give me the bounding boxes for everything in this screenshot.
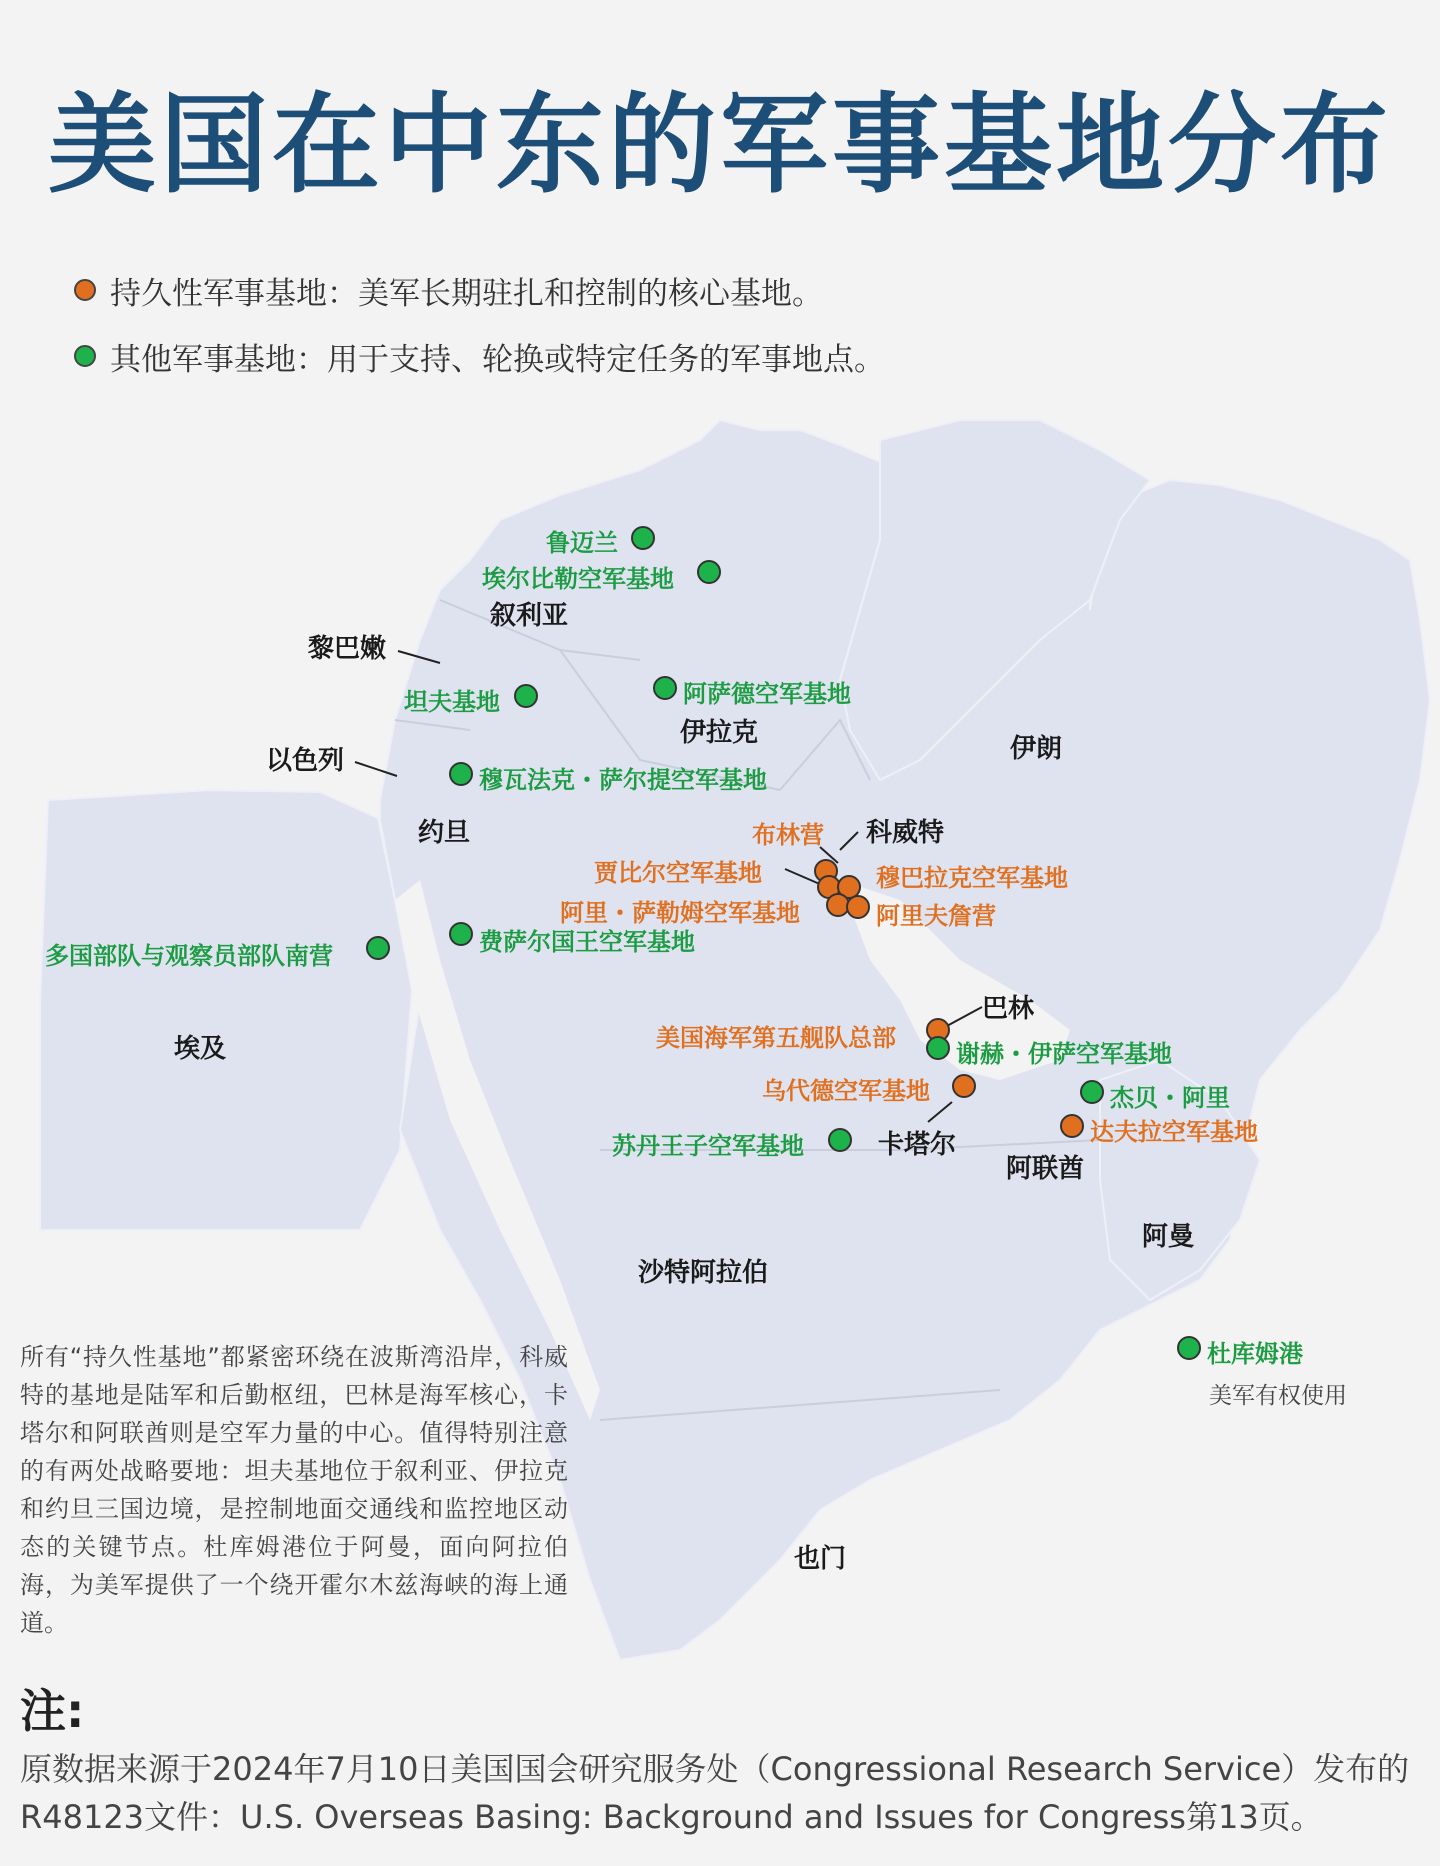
marker-jebelali [1080,1080,1104,1104]
country-jordan: 约旦 [418,818,471,848]
country-saudi: 沙特阿拉伯 [638,1258,769,1288]
marker-duqm [1177,1336,1201,1360]
country-iran: 伊朗 [1010,734,1063,764]
base-duqm-note: 美军有权使用 [1209,1383,1347,1409]
marker-faisal [449,922,473,946]
base-mubarak: 穆巴拉克空军基地 [876,864,1068,892]
marker-asad [653,676,677,700]
base-rumeilan: 鲁迈兰 [546,529,618,557]
base-buehring: 布林营 [752,821,824,849]
base-muwaffaq: 穆瓦法克・萨尔提空军基地 [479,766,767,794]
marker-tanf [514,684,538,708]
base-sultan: 苏丹王子空军基地 [612,1132,804,1160]
legend-other-text: 其他军事基地：用于支持、轮换或特定任务的军事地点。 [110,341,885,378]
country-bahrain: 巴林 [982,994,1035,1024]
base-dhafra: 达夫拉空军基地 [1090,1118,1258,1146]
country-qatar: 卡塔尔 [878,1130,957,1160]
page-title: 美国在中东的军事基地分布 [47,83,1392,208]
base-asad: 阿萨德空军基地 [683,680,851,708]
marker-rumeilan [631,526,655,550]
country-israel: 以色列 [266,746,345,776]
country-egypt: 埃及 [174,1034,227,1064]
base-duqm: 杜库姆港 [1207,1340,1303,1368]
summary-paragraph: 所有“持久性基地”都紧密环绕在波斯湾沿岸，科威特的基地是陆军和后勤枢纽，巴林是海军核心，卡塔尔和阿联酋则是空军力量的中心。值得特别注意的有两处战略要地：坦夫基地位于叙利亚、伊拉克和约旦三国边境，是控制地面交通线和监控地区动态的关键节点。杜库姆港位于阿曼，面向阿拉伯海，为美军提供了一个绕开霍尔木兹海峡的海上通道。 [20,1343,568,1637]
base-faisal: 费萨尔国王空军基地 [479,928,695,956]
marker-udeid [952,1074,976,1098]
country-oman: 阿曼 [1142,1222,1195,1252]
base-udeid: 乌代德空军基地 [762,1077,930,1105]
country-iraq: 伊拉克 [680,718,759,748]
egypt-shape [40,790,412,1230]
note-source-text: 原数据来源于2024年7月10日美国国会研究服务处（Congressional Research Service）发布的R48123文件：U.S. Overseas Basing: Background and Issues for Congress第13页。 [20,1750,1410,1836]
note-heading: 注: [20,1684,85,1738]
country-lebanon: 黎巴嫩 [308,634,387,664]
marker-muwaffaq [449,762,473,786]
base-jaber: 贾比尔空军基地 [594,859,762,887]
marker-mfo [366,936,390,960]
marker-sultan [828,1128,852,1152]
marker-dhafra [1060,1114,1084,1138]
country-kuwait: 科威特 [866,818,945,848]
base-tanf: 坦夫基地 [404,688,500,716]
legend-permanent-text: 持久性军事基地：美军长期驻扎和控制的核心基地。 [110,275,823,312]
marker-erbil [697,560,721,584]
country-uae: 阿联酋 [1006,1154,1085,1184]
country-syria: 叙利亚 [490,601,569,631]
base-arifjan: 阿里夫詹营 [876,902,996,930]
base-isa: 谢赫・伊萨空军基地 [956,1040,1172,1068]
base-fifthfleet: 美国海军第五舰队总部 [656,1024,896,1052]
marker-isa [926,1036,950,1060]
country-yemen: 也门 [794,1544,847,1574]
base-mfo: 多国部队与观察员部队南营 [45,942,333,970]
base-erbil: 埃尔比勒空军基地 [482,565,674,593]
base-jebelali: 杰贝・阿里 [1110,1084,1230,1112]
marker-arifjan [846,895,870,919]
base-salem: 阿里・萨勒姆空军基地 [560,899,800,927]
